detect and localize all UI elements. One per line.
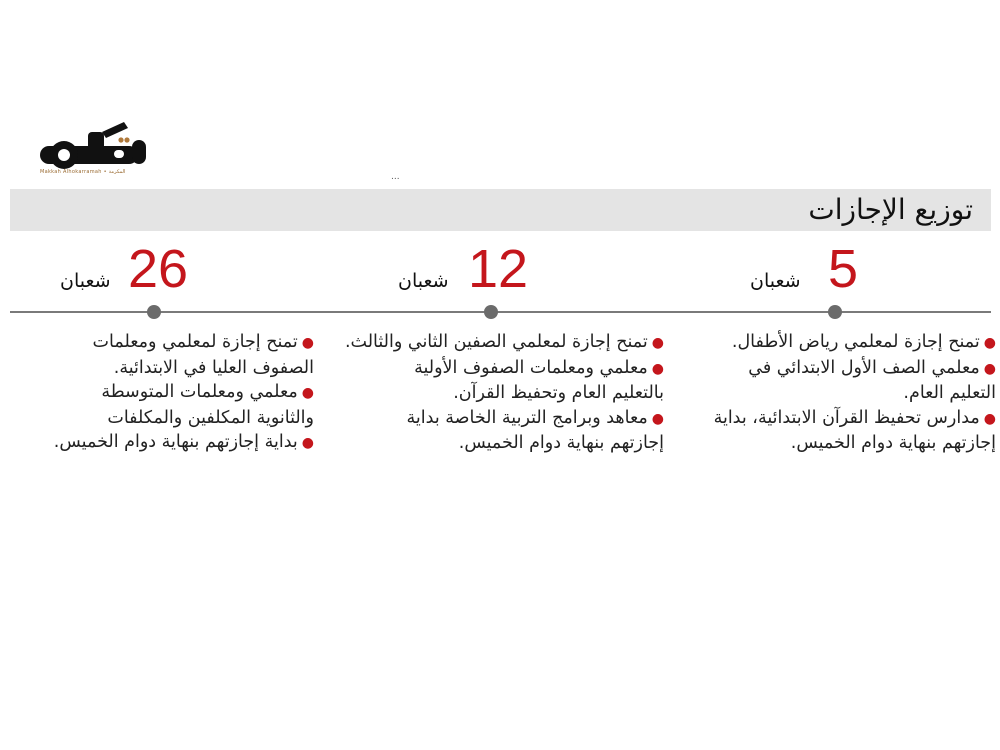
date-day: 12 [468, 239, 529, 299]
list-item: ●تمنح إجازة لمعلمي الصفين الثاني والثالث. [344, 332, 664, 352]
list-item: ●بداية إجازتهم بنهاية دوام الخميس. [53, 432, 314, 452]
date-day: 26 [128, 239, 189, 299]
timeline-dot-1 [828, 305, 842, 319]
date-month: شعبان [398, 270, 449, 292]
list-item: ●مدارس تحفيظ القرآن الابتدائية، بداية إجازتهم بنهاية دوام الخميس. [713, 407, 996, 453]
timeline-dot-2 [484, 305, 498, 319]
list-item: ●معاهد وبرامج التربية الخاصة بداية إجازتهم بنهاية دوام الخميس. [406, 407, 664, 453]
timeline-column-3 [54, 330, 314, 456]
stray-dots: ... [391, 172, 400, 182]
banner-title: توزيع الإجازات [808, 193, 973, 226]
date-marker-2 [398, 240, 528, 300]
logo-subtitle: Makkah Alhokarramah • المكرمة [40, 169, 126, 175]
list-item: ●تمنح إجازة لمعلمي ومعلمات الصفوف العليا في الابتدائية. [92, 332, 314, 378]
timeline-column-2 [345, 330, 664, 456]
list-item: ●معلمي ومعلمات الصفوف الأولية بالتعليم العام وتحفيظ القرآن. [414, 357, 664, 403]
list-item: ●معلمي الصف الأول الابتدائي في التعليم العام. [748, 357, 996, 403]
date-marker-3 [60, 240, 190, 300]
date-month: شعبان [750, 270, 801, 292]
date-month: شعبان [60, 270, 111, 292]
title-banner [10, 189, 991, 231]
timeline-dot-3 [147, 305, 161, 319]
date-marker-1 [750, 240, 860, 300]
list-item: ●تمنح إجازة لمعلمي رياض الأطفال. [731, 332, 996, 352]
list-item: ●معلمي ومعلمات المتوسطة والثانوية المكلفين والمكلفات [101, 382, 314, 428]
date-day: 5 [828, 239, 859, 299]
timeline-column-1 [714, 330, 996, 456]
